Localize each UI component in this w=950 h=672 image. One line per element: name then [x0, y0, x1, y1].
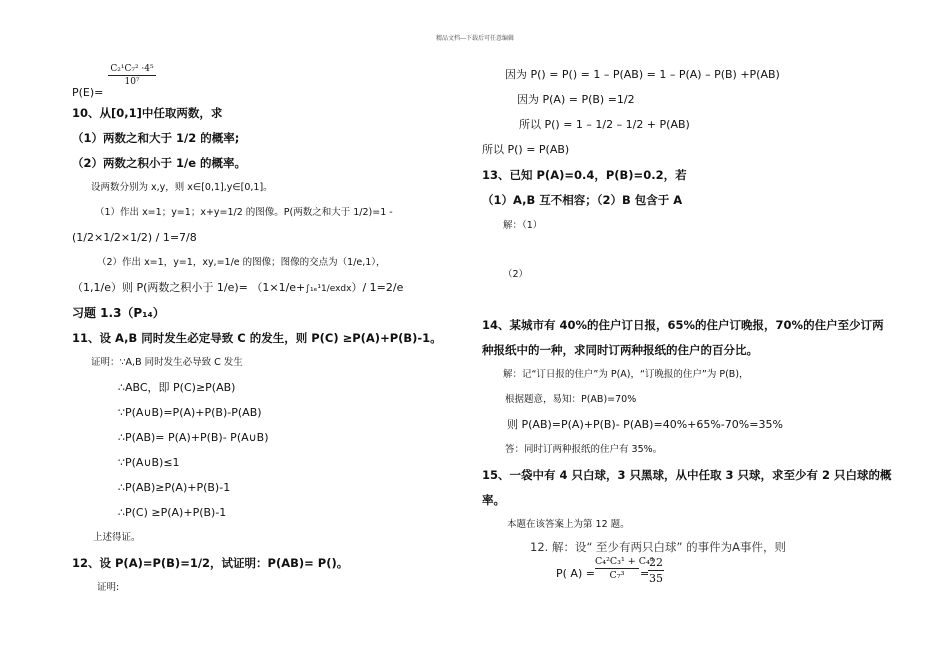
pe-denominator: 10⁷ — [124, 77, 140, 87]
q15-fraction — [595, 556, 654, 581]
q14-line4: 答：同时订两种报纸的住户有 35%。 — [505, 444, 663, 455]
q10-setup: 设两数分别为 x,y，则 x∈[0,1],y∈[0,1]。 — [91, 182, 273, 193]
q15-pa-label: P( A) = — [556, 567, 595, 580]
q15-equals: = — [640, 567, 650, 580]
q12-r2: 因为 P(A) = P(B) =1/2 — [517, 93, 635, 106]
q15-numerator: C₄²C₃¹ + C₄³ — [595, 556, 654, 567]
q14-title-line2: 种报纸中的一种，求同时订两种报纸的住户的百分比。 — [482, 343, 758, 357]
q10-part2: （2）两数之积小于 1/e 的概率。 — [72, 156, 247, 170]
q11-title: 11、设 A,B 同时发生必定导致 C 的发生，则 P(C) ≥P(A)+P(B)-1。 — [72, 331, 442, 345]
q10-part1: （1）两数之和大于 1/2 的概率; — [72, 131, 240, 145]
page-header: 精品文档---下载后可任意编辑 — [435, 35, 515, 42]
pe-numerator: C₂¹C₇² ·4⁵ — [110, 64, 154, 74]
q11-line3: ∴P(AB)= P(A)+P(B)- P(A∪B) — [118, 431, 269, 444]
q10-integral: ∫₁ₑ¹1/exdx — [305, 284, 352, 294]
q13-solution2: （2） — [503, 269, 529, 280]
q15-note: 本题在该答案上为第 12 题。 — [507, 519, 630, 530]
q11-line4: ∵P(A∪B)≤1 — [118, 456, 180, 469]
q15-title-line2: 率。 — [482, 493, 505, 507]
q10-s2b-post: ）/ 1=2/e — [351, 281, 404, 294]
section-title: 习题 1.3（P₁₄） — [72, 306, 165, 320]
fraction-bar — [108, 75, 156, 76]
q10-s2b-pre: （1,1/e）则 P(两数之积小于 1/e)= （1×1/e+ — [72, 281, 306, 294]
q10-solution1-line2: (1/2×1/2×1/2) / 1=7/8 — [72, 231, 197, 244]
q11-line1: ∴ABC，即 P(C)≥P(AB) — [118, 381, 236, 394]
q15-solution-intro: 12. 解：设“ 至少有两只白球” 的事件为A事件，则 — [530, 540, 787, 554]
q10-solution2-line1: （2）作出 x=1，y=1，xy,=1/e 的图像；图像的交点为（1/e,1）， — [97, 257, 386, 268]
q11-conclusion: 上述得证。 — [93, 532, 141, 543]
q12-title: 12、设 P(A)=P(B)=1/2，试证明：P(AB)= P()。 — [72, 556, 349, 570]
q11-line5: ∴P(AB)≥P(A)+P(B)-1 — [118, 481, 231, 494]
fraction-bar — [595, 568, 639, 569]
q14-line2: 根据题意，易知：P(AB)=70% — [505, 394, 637, 405]
q13-solution1: 解：（1） — [503, 220, 543, 231]
q15-title-line1: 15、一袋中有 4 只白球，3 只黑球，从中任取 3 只球，求至少有 2 只白球的概 — [482, 468, 892, 482]
q14-line3: 则 P(AB)=P(A)+P(B)- P(AB)=40%+65%-70%=35% — [507, 418, 783, 431]
q11-line2: ∵P(A∪B)=P(A)+P(B)-P(AB) — [118, 406, 262, 419]
q10-solution2-line2 — [72, 281, 403, 296]
q11-proof-intro: 证明：∵A,B 同时发生必导致 C 发生 — [91, 357, 243, 368]
q12-r4: 所以 P() = P(AB) — [482, 143, 570, 156]
q15-result-fraction — [648, 556, 664, 585]
pe-fraction — [108, 64, 156, 87]
q10-solution1-line1: （1）作出 x=1；y=1；x+y=1/2 的图像。P(两数之和大于 1/2)=1 - — [95, 207, 393, 218]
pe-label: P(E)= — [72, 86, 104, 99]
q15-result-denominator: 35 — [649, 572, 663, 585]
q11-line6: ∴P(C) ≥P(A)+P(B)-1 — [118, 506, 227, 519]
q14-line1: 解：记“订日报的住户”为 P(A)，“订晚报的住户”为 P(B)， — [503, 369, 749, 380]
q13-parts: （1）A,B 互不相容；（2）B 包含于 A — [482, 193, 683, 207]
q14-title-line1: 14、某城市有 40%的住户订日报，65%的住户订晚报，70%的住户至少订两 — [482, 318, 884, 332]
q13-title: 13、已知 P(A)=0.4，P(B)=0.2，若 — [482, 168, 687, 182]
q10-title: 10、从[0,1]中任取两数，求 — [72, 106, 223, 120]
q12-proof-label: 证明: — [97, 582, 120, 593]
q12-r3: 所以 P() = 1 – 1/2 – 1/2 + P(AB) — [519, 118, 690, 131]
q12-r1: 因为 P() = P() = 1 – P(AB) = 1 – P(A) – P(B) +P(AB) — [505, 68, 780, 81]
q15-denominator: C₇³ — [609, 570, 625, 581]
fraction-bar — [648, 570, 664, 571]
q15-result-numerator: 22 — [649, 556, 663, 569]
